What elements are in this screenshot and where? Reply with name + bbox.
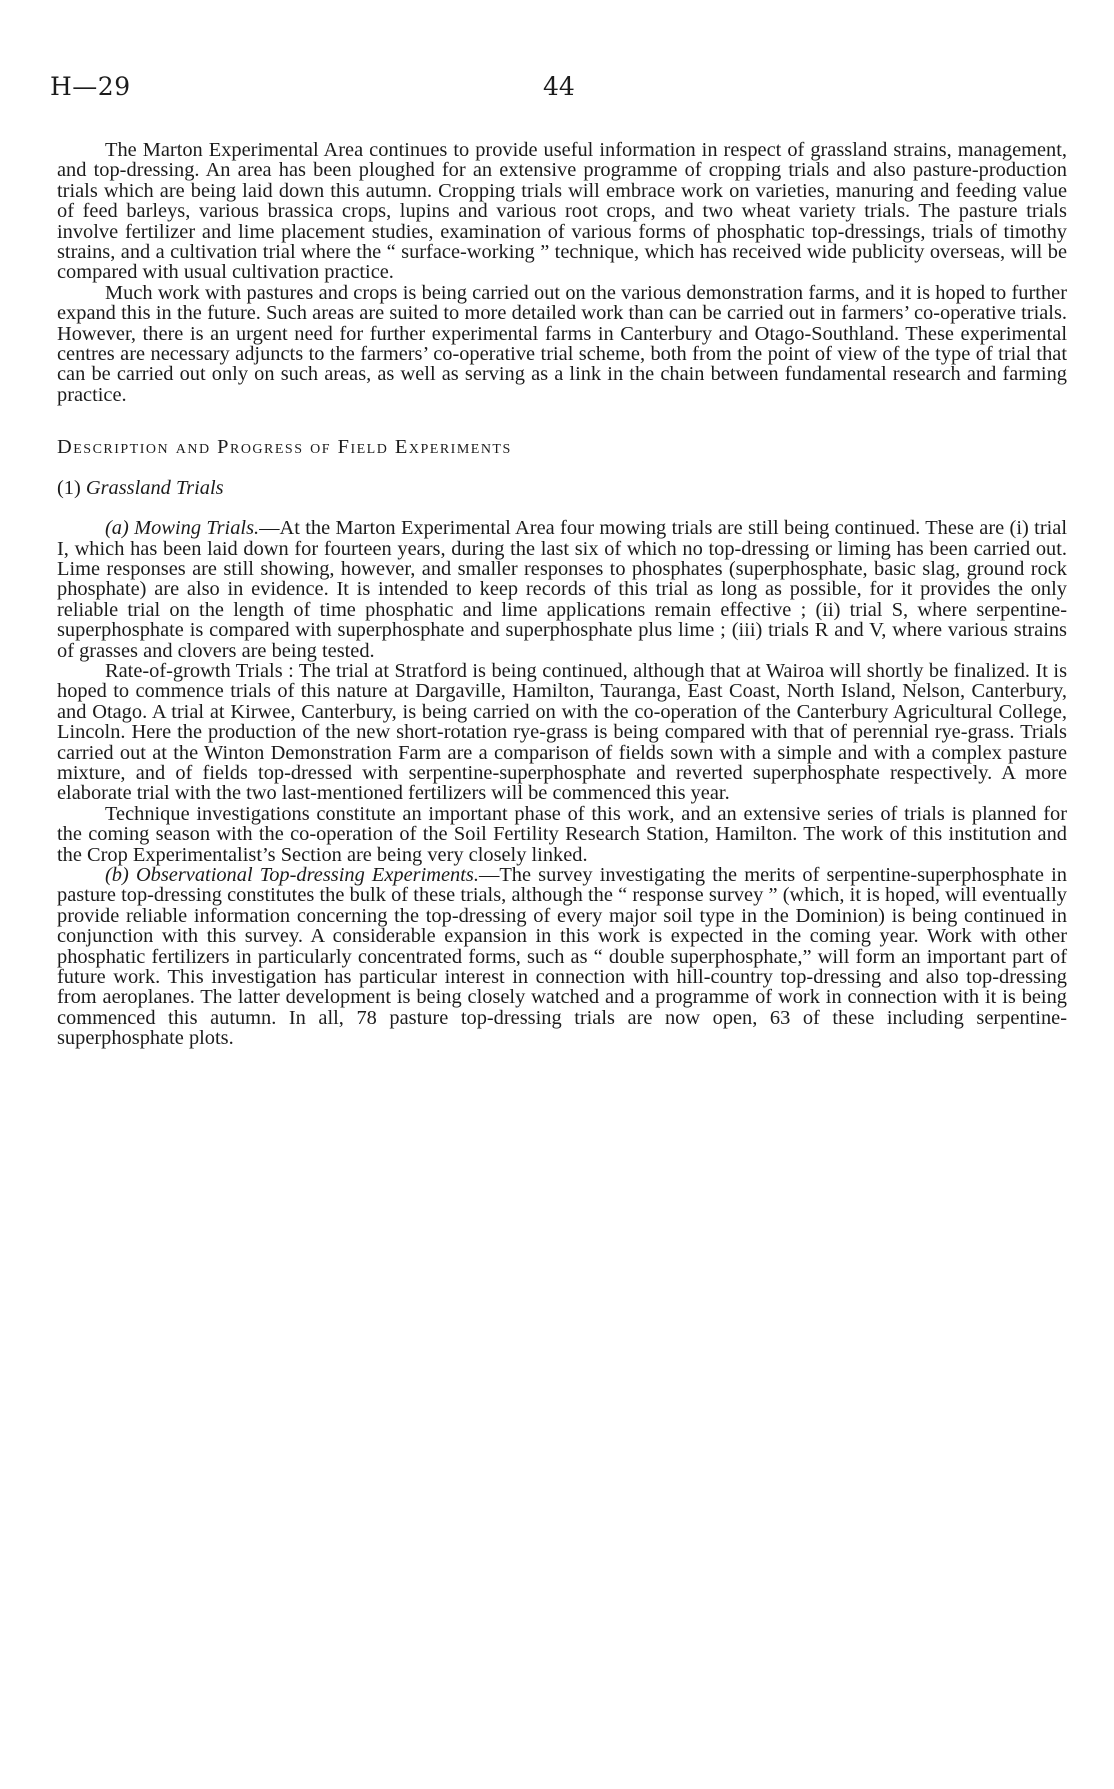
paragraph-rate-of-growth: Rate-of-growth Trials : The trial at Stratford is being continued, although that at Wairoa will shortly be finalized. It is hoped to commence trials of this nature at Dargaville, Hamilton, Tauranga, East Coast, North Island, Nelson, Canterbury, and Otago. A trial at Kirwee, Canterbury, is being carried on with the co-operation of the Canterbury Agricultural College, Lincoln. Here the production of the new short-rotation rye-grass is being compared with that of perennial rye-grass. Trials carried out at the Winton Demonstration Farm are a comparison of fields sown with a simple and with a complex pasture mixture, and of fields top-dressed with serpentine-superphosphate and reverted superphosphate respectively. A more elaborate trial with the two last-mentioned fertilizers will be commenced this year. — [57, 659, 1067, 805]
paragraph-demonstration-farms: Much work with pastures and crops is being carried out on the various demonstration farms, and it is hoped to further expand this in the future. Such areas are suited to more detailed work than can be carried out in farmers’ co-operative trials. However, there is an urgent need for further experimental farms in Canterbury and Otago-Southland. These experimental centres are necessary adjuncts to the farmers’ co-operative trial scheme, both from the point of view of the type of trial that can be carried out only on such areas, as well as serving as a link in the chain between fundamental research and farming practice. — [57, 281, 1067, 406]
subheading-title: Grassland Trials — [85, 476, 224, 499]
paragraph-technique: Technique investigations constitute an important phase of this work, and an extensive series of trials is planned for the coming season with the co-operation of the Soil Fertility Research Station, Hamilton. The work of this institution and the Crop Experimentalist’s Section are being very closely linked. — [57, 802, 1067, 866]
paragraph-mowing-trials — [57, 518, 1067, 661]
page-number: 44 — [543, 72, 575, 101]
observational-label: (b) — [105, 864, 129, 886]
body-text — [57, 140, 1067, 1049]
mowing-label: (a) — [105, 517, 129, 540]
mowing-title: Mowing Trials. — [134, 517, 260, 540]
paragraph-marton: The Marton Experimental Area continues to provide useful information in respect of grassland strains, management, and top-dressing. An area has been ploughed for an extensive programme of cropping trials and also pasture-production trials which are being laid down this autumn. Cropping trials will embrace work on varieties, manuring and feeding value of feed barleys, various brassica crops, lupins and various root crops, and two wheat variety trials. The pasture trials involve fertilizer and lime placement studies, examination of various forms of phosphatic top-dressings, trials of timothy strains, and a cultivation trial where the “ surface-working ” technique, which has received wide publicity overseas, will be compared with usual cultivation practice. — [57, 139, 1067, 284]
section-heading — [57, 437, 1067, 457]
mowing-body: —At the Marton Experimental Area four mowing trials are still being continued. These are (i) trial I, which has been laid down for fourteen years, during the last six of which no top-dressing or liming has been carried out. Lime responses are still showing, however, and smaller responses to phosphates (superphosphate, basic slag, ground rock phosphate) are also in evidence. It is intended to keep records of this trial as long as possible, for it provides the only reliable trial on the length of time phosphatic and lime applications remain effective ; (ii) trial S, where serpentine-superphosphate is compared with superphosphate and superphosphate plus lime ; (iii) trials R and V, where various strains of grasses and clovers are being tested. — [57, 517, 1067, 662]
paragraph-observational — [57, 865, 1067, 1049]
subheading-number: (1) — [57, 476, 81, 499]
observational-title: Observational Top-dressing Experiments. — [135, 864, 479, 886]
subheading — [57, 478, 1067, 498]
document-reference: H—29 — [50, 72, 131, 101]
page-header — [50, 72, 1070, 104]
section-heading-text: Description and Progress of Field Experiments — [57, 436, 512, 459]
observational-body: —The survey investigating the merits of serpentine-superphosphate in pasture top-dressing constitutes the bulk of these trials, although the “ response survey ” (which, it is hoped, will eventually provide reliable information concerning the top-dressing of every major soil type in the Dominion) is being continued in conjunction with this survey. A considerable expansion in this work is expected in the coming year. Work with other phosphatic fertilizers in particularly concentrated forms, such as “ double superphosphate,” will form an important part of future work. This investigation has particular interest in connection with hill-country top-dressing and also top-dressing from aeroplanes. The latter development is being closely watched and a programme of work in connection with it is being commenced this autumn. In all, 78 pasture top-dressing trials are now open, 63 of these including serpentine-superphosphate plots. — [57, 864, 1067, 1050]
